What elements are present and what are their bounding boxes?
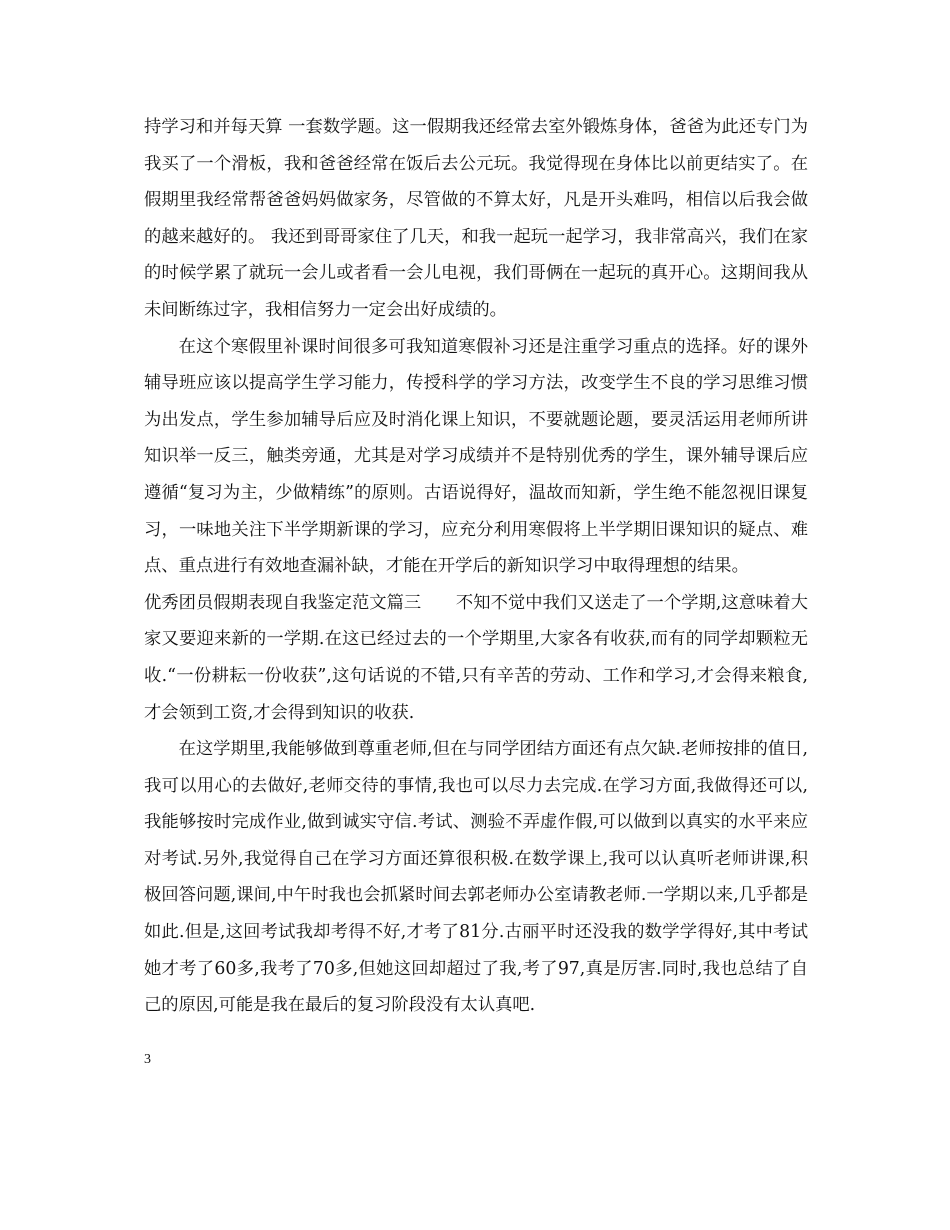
document-body <box>144 109 808 1024</box>
paragraph-2: 在这个寒假里补课时间很多可我知道寒假补习还是注重学习重点的选择。好的课外辅导班应该以提高学生学习能力，传授科学的学习方法，改变学生不良的学习思维习惯为出发点，学生参加辅导后应及时消化课上知识，不要就题论题，要灵活运用老师所讲知识举一反三，触类旁通，尤其是对学习成绩并不是特别优秀的学生，课外辅导课后应遵循“复习为主，少做精练”的原则。古语说得好，温故而知新，学生绝不能忽视旧课复习，一味地关注下半学期新课的学习，应充分利用寒假将上半学期旧课知识的疑点、难点、重点进行有效地查漏补缺，才能在开学后的新知识学习中取得理想的结果。 <box>144 336 808 577</box>
paragraph-4: 在这学期里,我能够做到尊重老师,但在与同学团结方面还有点欠缺.老师按排的值日,我可以用心的去做好,老师交待的事情,我也可以尽力去完成.在学习方面,我做得还可以,我能够按时完成作业,做到诚实守信.考试、测验不弄虚作假,可以做到以真实的水平来应对考试.另外,我觉得自己在学习方面还算很积极.在数学课上,我可以认真听老师讲课,积极回答问题,课间,中午时我也会抓紧时间去郭老师办公室请教老师.一学期以来,几乎都是如此.但是,这回考试我却考得不好,才考了81分.古丽平时还没我的数学学得好,其中考试她才考了60多,我考了70多,但她这回却超过了我,考了97,真是厉害.同时,我也总结了自己的原因,可能是我在最后的复习阶段没有太认真吧. <box>144 739 808 1016</box>
paragraph-3: 优秀团员假期表现自我鉴定范文篇三 不知不觉中我们又送走了一个学期,这意味着大家又要迎来新的一学期.在这已经过去的一个学期里,大家各有收获,而有的同学却颗粒无收.“一份耕耘一份收获”,这句话说的不错,只有辛苦的劳动、工作和学习,才会得来粮食,才会领到工资,才会得到知识的收获. <box>144 592 808 723</box>
page-number: 3 <box>144 1052 151 1067</box>
paragraph-1: 持学习和并每天算 一套数学题。这一假期我还经常去室外锻炼身体，爸爸为此还专门为我买了一个滑板，我和爸爸经常在饭后去公元玩。我觉得现在身体比以前更结实了。在假期里我经常帮爸爸妈妈做家务，尽管做的不算太好，凡是开头难吗，相信以后我会做的越来越好的。 我还到哥哥家住了几天，和我一起玩一起学习，我非常高兴，我们在家的时候学累了就玩一会儿或者看一会儿电视，我们哥俩在一起玩的真开心。这期间我从未间断练过字，我相信努力一定会出好成绩的。 <box>144 117 808 320</box>
